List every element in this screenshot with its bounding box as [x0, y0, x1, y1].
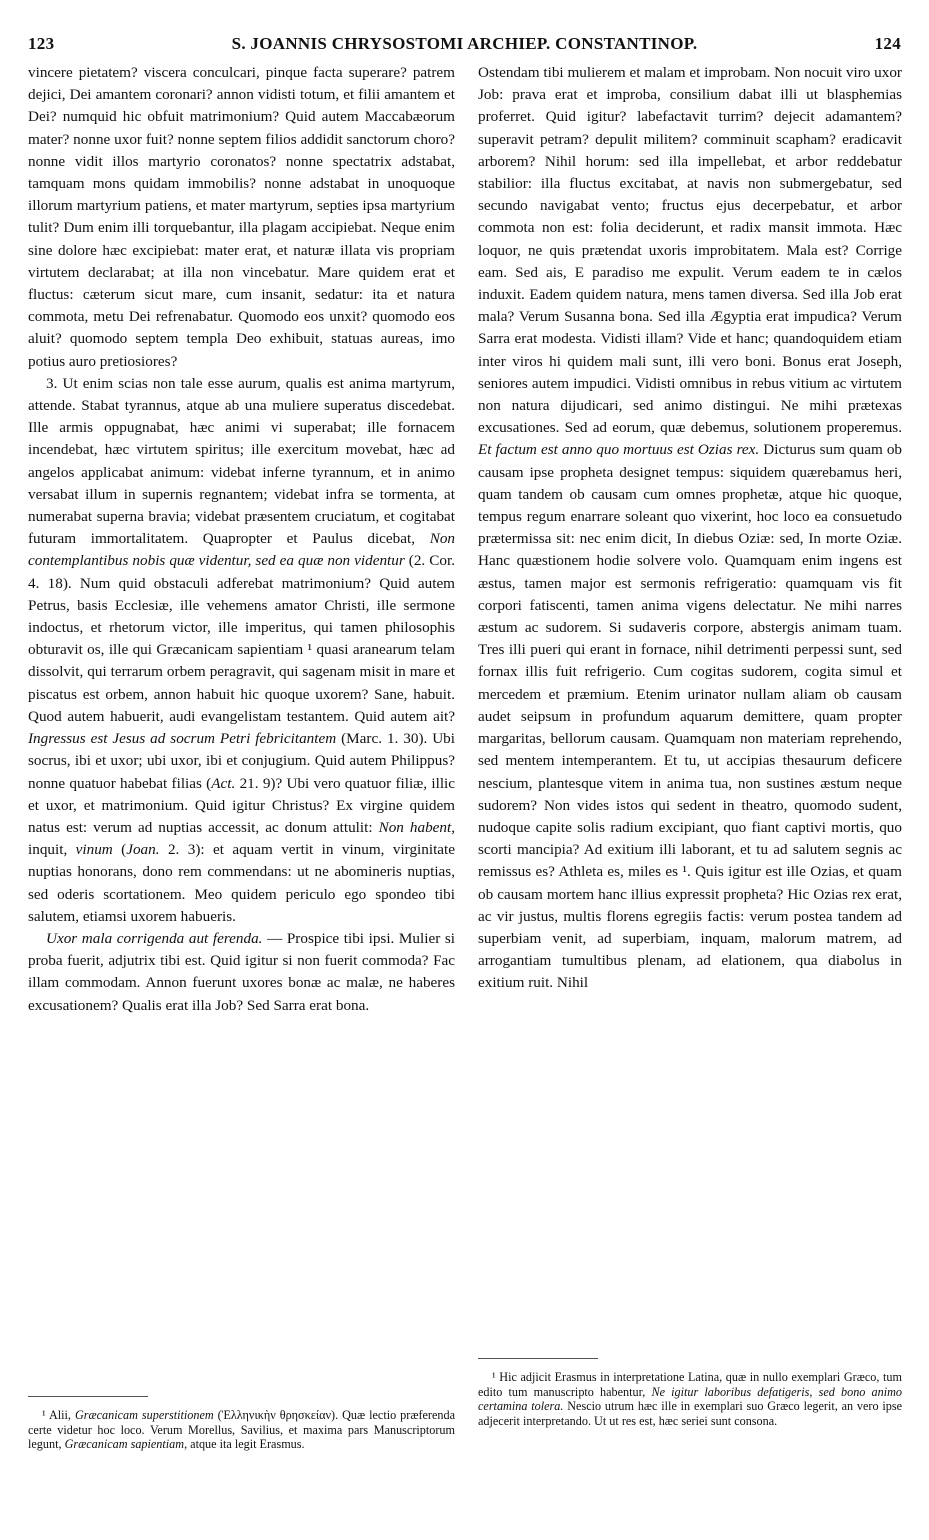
footnote-rule-left [28, 1396, 148, 1397]
footnote-left: ¹ Alii, Græcanicam superstitionem (Ἑλληνικὴν θρησκείαν). Quæ lectio præferenda certe videtur hoc loco. Verum Morellus, Savilius, et maxima pars Manuscriptorum legunt, Græcanicam sapientiam, atque ita legit Erasmus. [28, 1408, 455, 1452]
right-paragraph-1: Ostendam tibi mulierem et malam et improbam. Non nocuit viro uxor Job: prava erat et improba, consilium dabat illi ut blasphemias proferret. Quid igitur? labefactavit turrim? dejecit adamantem? superavit petram? depulit militem? comminuit scapham? eradicavit arborem? Nihil horum: sed illa impellebat, et arbor reddebatur stabilior: illa fluctus excitabat, at navis non submergebatur, sed secundo navigabat vento; fructus ejus decerpebatur, et arbor commota non est: folia deciderunt, et radix mansit immota. Hæc loquor, ne quis prætendat uxoris improbitatem. Mala est? Corrige eam. Sed ais, E paradiso me expulit. Verum eadem te in cælos induxit. Eadem quidem natura, mens tamen diversa. Sed illa Job erat mala? Verum Susanna bona. Sed illa Ægyptia erat impudica? Verum Sarra erat modesta. Vidisti illam? Vide et hanc; quandoquidem etiam inter viros hi quidem mali sunt, illi vero boni. Bonus erat Joseph, seniores autem impudici. Vidisti omnibus in rebus vitium ac virtutem non natura dijudicari, sed animo distingui. Ne mihi prætexas excusationes. Sed ad eorum, quæ debemus, solutionem properemus. Et factum est anno quo mortuus est Ozias rex. Dicturus sum quam ob causam ipse propheta designet tempus: siquidem quærebamus heri, quam tandem ob causam cum omnes prophetæ, atque hic quoque, tempus regum enarrare soleant quo vixerint, hoc loco ea consuetudo prætermissa sit: nec enim dicit, In diebus Oziæ: sed, In morte Oziæ. Hanc quæstionem hodie solvere volo. Quamquam enim ingens est æstus, tamen major est sermonis refrigeratio: quamquam vis fit corpori fatiscenti, tamen anima vigens delectatur. Ne mihi narres æstum ac sudorem. Si sudaveris corpore, abstergis animam tuam. Tres illi pueri qui erant in fornace, nihil detrimenti perpessi sunt, sed fornax illis fuit refrigerio. Cum cogitas sudorem, cogita simul et mercedem et præmium. Etenim urinator nullam aliam ob causam audet seipsum in profundum aquarum demittere, quam propter margaritas, bellorum causam. Quamquam non materiam reprehendo, sed mentem intemperantem. Et tu, ut accipias thesaurum deficere nescium, plantesque vitem in anima tua, non sustines æstum neque sudorem? Non vides istos qui sedent in theatro, quomodo sudent, nudoque capite solis radium excipiant, quo fiant captivi mortis, quo scorti mancipia? Ad exitium illi laborant, et tu ad salutem segnis ac remissus es? Athleta es, miles es ¹. Quis igitur est ille Ozias, et quam ob causam mortem hanc illius expressit propheta? Hic Ozias rex erat, ac vir justus, multis florens egregiis factis: verum postea tandem ad superbiam venit, ad superbiam, inquam, malorum matrem, ad arrogantiam tumultibus plenam, ad elationem, qua diabolus in exitium ruit. Nihil [478, 64, 903, 992]
running-title: S. JOANNIS CHRYSOSTOMI ARCHIEP. CONSTANTINOP. [231, 34, 698, 53]
section-heading: Uxor mala corrigenda aut ferenda. [46, 929, 263, 947]
scripture-quote: Ingressus est Jesus ad socrum Petri febricitantem [28, 730, 337, 748]
page-number-left: 123 [28, 34, 55, 53]
scripture-quote: Et factum est anno quo mortuus est Ozias rex. [478, 441, 760, 459]
right-column [478, 62, 902, 995]
scripture-quote: Non habent [378, 818, 452, 836]
left-column [28, 62, 455, 1017]
page-header [28, 34, 901, 64]
page-number-right: 124 [874, 34, 901, 53]
left-paragraph-3: Uxor mala corrigenda aut ferenda. — Prospice tibi ipsi. Mulier si proba fuerit, adjutrix tibi est. Quid igitur si non fuerit commoda? Fac illam commodam. Annon fuerunt uxores bonæ ac malæ, ne haberes excusationem? Qualis erat illa Job? Sed Sarra erat bona. [28, 929, 455, 1014]
footnote-rule-right [478, 1358, 598, 1359]
scripture-quote: Non contemplantibus nobis quæ videntur, sed ea quæ non videntur [28, 530, 456, 570]
left-paragraph-2: 3. Ut enim scias non tale esse aurum, qualis est anima martyrum, attende. Stabat tyrannus, atque ab una muliere superatus discedebat. Ille armis oppugnabat, hæc animi vi superabat; ille fornacem incendebat, hæc virtutem spiritus; ille exercitum movebat, hæc ad angelos applicabat animum: videbat inferne tyrannum, et in animo versabat illum in supernis regnantem; videbat infra se tormenta, at numerabat superna bravia; videbat præsentem cruciatum, et cogitabat futuram immortalitatem. Quapropter et Paulus dicebat, Non contemplantibus nobis quæ videntur, sed ea quæ non videntur (2. Cor. 4. 18). Num quid obstaculi adferebat matrimonium? Quid autem Petrus, basis Ecclesiæ, ille vehemens amator Christi, ille sermone indoctus, et rhetorum victor, ille imperitus, qui tamen philosophis obturavit os, ille qui Græcanicam sapientiam ¹ quasi aranearum telam dissolvit, qui terrarum orbem peragravit, qui sagenam misit in mare et piscatus est orbem, annon habuit hic quoque uxorem? Sane, habuit. Quod autem habuerit, audi evangelistam testantem. Quid autem ait? Ingressus est Jesus ad socrum Petri febricitantem (Marc. 1. 30). Ubi socrus, ibi et uxor; ubi uxor, ibi et conjugium. Quid autem Philippus? nonne quatuor habebat filias (Act. 21. 9)? Ubi vero quatuor filiæ, illic et uxor, et matrimonium. Quid igitur Christus? Ex virgine quidem natus est: verum ad nuptias accessit, ac donum attulit: Non habent, inquit, vinum (Joan. 2. 3): et aquam vertit in vinum, virginitate nuptias honorans, dono rem commendans: ut ne abomineris nuptias, sed oderis scortationem. Meo quidem periculo ego spondeo tibi salutem, etiamsi uxorem habueris. [28, 374, 456, 925]
left-paragraph-1: vincere pietatem? viscera conculcari, pinque facta superare? patrem dejici, Dei amantem coronari? annon vidisti totum, et filii amantem et Dei? numquid hic obfuit matrimonium? Quid autem Maccabæorum mater? nonne uxor fuit? nonne septem filios addidit sanctorum choro? nonne vidit illos martyrio coronatos? nonne spectatrix adstabat, tamquam mons quidam immobilis? nonne adstabat in unoquoque illorum martyrium patiens, et mater martyrum, septies ipsa martyrium tulit? Dum enim illi torquebantur, illa plagam accipiebat. Neque enim sine dolore hæc excipiebat: mater erat, et naturæ illata vis propriam virtutem declarabat; at illa non vincebatur. Mare quidem erat et fluctus: cæterum sicut mare, cum insanit, sedatur: ita et natura commota, metu Dei refrenabatur. Quomodo eos unxit? quomodo eos aluit? quomodo septem templa Deo exhibuit, statuas aureas, imo potius auro pretiosiores? [28, 64, 455, 370]
footnote-right: ¹ Hic adjicit Erasmus in interpretatione Latina, quæ in nullo exemplari Græco, tum edito tum manuscripto habentur, Ne igitur laboribus defatigeris, sed bono animo certamina tolera. Nescio utrum hæc ille in exemplari suo Græco legerit, an vero ipse adjecerit interpretando. Ut ut res est, hæc seriei sunt consona. [478, 1370, 903, 1428]
